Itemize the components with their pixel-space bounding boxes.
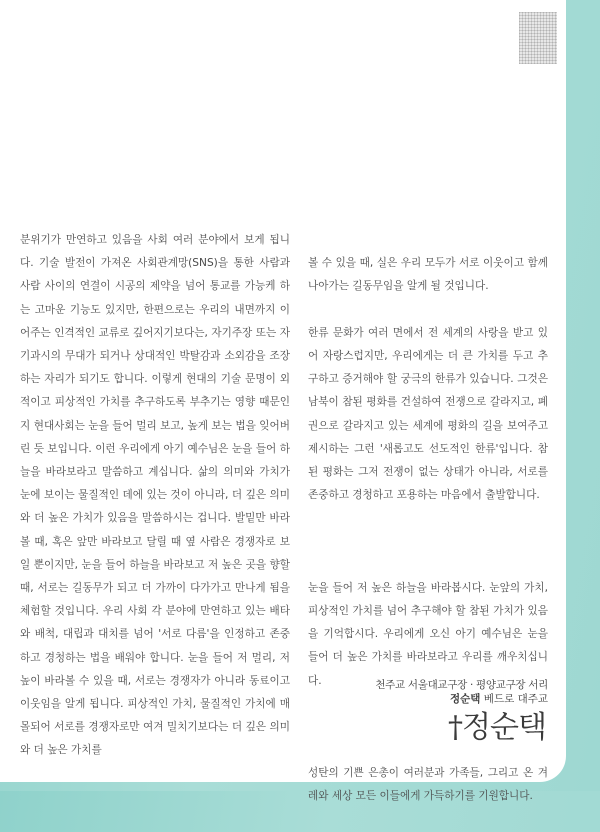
handwritten-signature: †정순택 (448, 710, 546, 745)
signature-name-line (288, 692, 548, 706)
signature-affiliation: 천주교 서울대교구장 · 평양교구장 서리 (375, 679, 548, 691)
left-column-text: 분위기가 만연하고 있음을 사회 여러 분야에서 보게 됩니다. 기술 발전이 가져온 사회관계망(SNS)을 통한 사람과 사람 사이의 연결이 시공의 제약을 넘어 통교를 가능케 하는 고마운 기능도 있지만, 한편으로는 우리의 내면까지 이어주는 인격적인 교류로 깊어지기보다는, 자기주장 또는 자기과시의 무대가 되거나 상대적인 박탈감과 소외감을 조장하는 자리가 되기도 합니다. 이렇게 현대의 기술 문명이 외적이고 피상적인 가치를 추구하도록 부추기는 영향 때문인지 현대사회는 눈을 들어 멀리 보고, 높게 보는 법을 잊어버린 듯 보입니다. 이런 우리에게 아기 예수님은 눈을 들어 하늘을 바라보라고 말씀하고 계십니다. 삶의 의미와 가치가 눈에 보이는 물질적인 데에 있는 것이 아니라, 더 깊은 의미와 더 높은 가치가 있음을 말씀하시는 겁니다. 발밑만 바라볼 때, 혹은 앞만 바라보고 달릴 때 옆 사람은 경쟁자로 보일 뿐이지만, 눈을 들어 하늘을 바라보고 저 높은 곳을 향할 때, 서로는 길동무가 되고 더 가까이 다가가고 만나게 됨을 체험할 것입니다. 우리 사회 각 분야에 만연하고 있는 배타와 배척, 대립과 대치를 넘어 '서로 다름'을 인정하고 존중하고 경청하는 법을 배워야 합니다. 눈을 들어 저 멀리, 저 높이 바라볼 수 있을 때, 서로는 경쟁자가 아니라 동료이고 이웃임을 알게 됩니다. 피상적인 가치, 물질적인 가치에 매몰되어 서로를 경쟁자로만 여겨 밀치기보다는 더 깊은 의미와 더 높은 가치를 (20, 234, 290, 757)
paragraph: 눈을 들어 저 높은 하늘을 바라봅시다. 눈앞의 가치, 피상적인 가치를 넘어 추구해야 할 참된 가치가 있음을 기억합시다. 우리에게 오신 아기 예수님은 눈을 들어 더 높은 가치를 바라보라고 우리를 깨우치십니다. (308, 581, 548, 687)
paragraph: 볼 수 있을 때, 실은 우리 모두가 서로 이웃이고 함께 나아가는 길동무임을 알게 될 것입니다. (308, 257, 548, 293)
paragraph: 한류 문화가 여러 면에서 전 세계의 사랑을 받고 있어 자랑스럽지만, 우리에게는 더 큰 가치를 두고 추구하고 증거해야 할 궁극의 한류가 있습니다. 그것은 남북이 참된 평화를 건설하여 전쟁으로 갈라지고, 폐권으로 갈라지고 있는 세계에 평화의 길을 보여주고 제시하는 그런 '새롭고도 선도적인 한류'입니다. 참된 평화는 그저 전쟁이 없는 상태가 아니라, 서로를 존중하고 경청하고 포용하는 마음에서 출발합니다. (308, 326, 548, 502)
qr-code-image (519, 12, 557, 64)
paragraph: 성탄의 기쁜 은총이 여러분과 가족들, 그리고 온 겨레와 세상 모든 이들에게 가득하기를 기원합니다. (308, 767, 548, 803)
signature-title: 베드로 대주교 (483, 693, 548, 705)
signature-block (288, 678, 548, 748)
signature-name: 정순택 (450, 693, 481, 705)
